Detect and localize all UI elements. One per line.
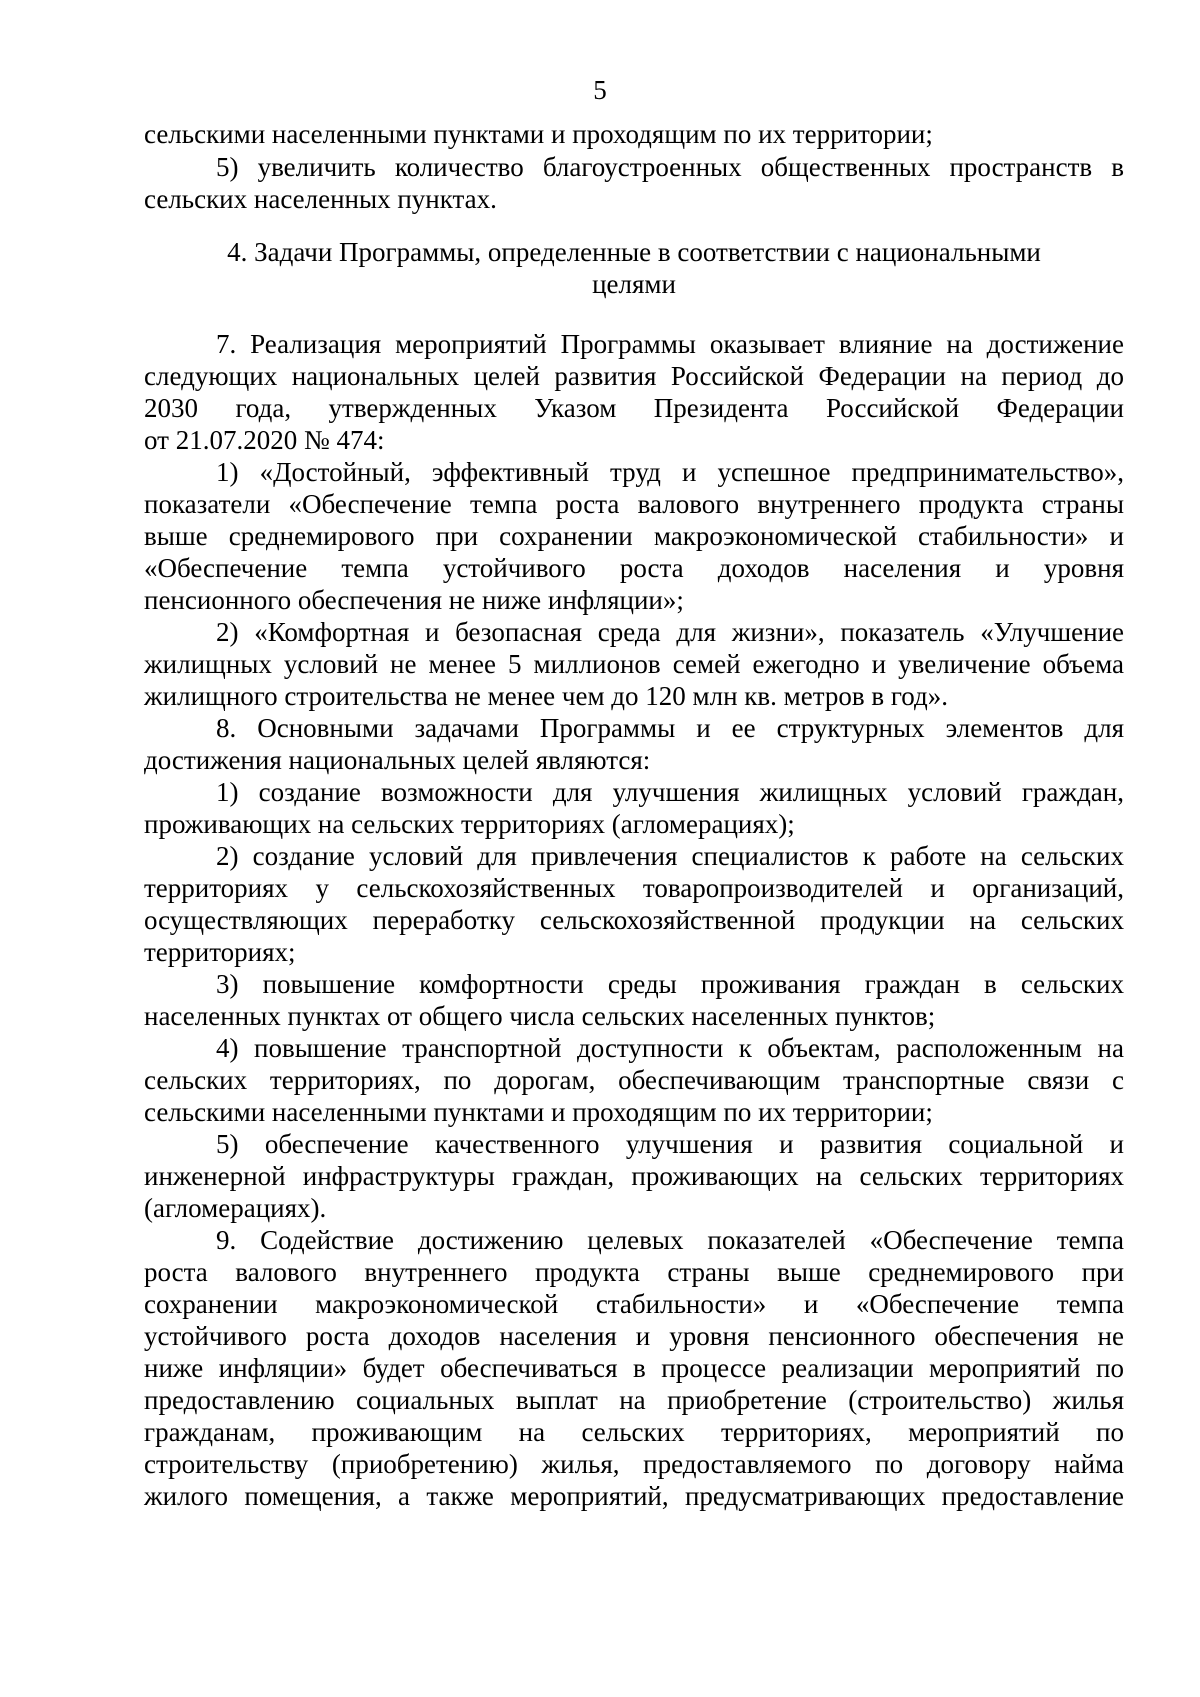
- text-line: сельских населенных пунктах.: [144, 184, 497, 214]
- text-line: 8. Основными задачами Программы и ее структурных элементов для: [216, 713, 1124, 743]
- text-line: показатели «Обеспечение темпа роста валового внутреннего продукта страны: [144, 489, 1124, 519]
- text-line: жилищных условий не менее 5 миллионов семей ежегодно и увеличение объема: [144, 649, 1124, 679]
- text-line: 2) «Комфортная и безопасная среда для жизни», показатель «Улучшение: [216, 617, 1124, 647]
- section-heading: 4. Задачи Программы, определенные в соответствии с национальными: [227, 237, 1041, 267]
- text-line: предоставлению социальных выплат на приобретение (строительство) жилья: [144, 1385, 1124, 1415]
- text-line: территориях у сельскохозяйственных товаропроизводителей и организаций,: [144, 873, 1124, 903]
- text-line: территориях;: [144, 937, 296, 967]
- page-number: 5: [593, 75, 607, 105]
- text-line: 7. Реализация мероприятий Программы оказывает влияние на достижение: [216, 329, 1124, 359]
- text-line: следующих национальных целей развития Российской Федерации на период до: [144, 361, 1124, 391]
- text-line: инженерной инфраструктуры граждан, проживающих на сельских территориях: [144, 1161, 1124, 1191]
- text-line: 3) повышение комфортности среды проживания граждан в сельских: [216, 969, 1124, 999]
- text-line: строительству (приобретению) жилья, предоставляемого по договору найма: [144, 1449, 1124, 1479]
- text-line: жилищного строительства не менее чем до 120 млн кв. метров в год».: [144, 681, 948, 711]
- text-line: от 21.07.2020 № 474:: [144, 425, 385, 455]
- text-line: 1) «Достойный, эффективный труд и успешное предпринимательство»,: [216, 457, 1124, 487]
- text-line: сельскими населенными пунктами и проходящим по их территории;: [144, 1097, 933, 1127]
- text-line: устойчивого роста доходов населения и уровня пенсионного обеспечения не: [144, 1321, 1124, 1351]
- text-line: 1) создание возможности для улучшения жилищных условий граждан,: [216, 777, 1124, 807]
- text-line: 4) повышение транспортной доступности к объектам, расположенным на: [216, 1033, 1124, 1063]
- text-line: роста валового внутреннего продукта страны выше среднемирового при: [144, 1257, 1124, 1287]
- text-line: (агломерациях).: [144, 1193, 327, 1223]
- text-line: выше среднемирового при сохранении макроэкономической стабильности» и: [144, 521, 1124, 551]
- text-line: проживающих на сельских территориях (агломерациях);: [144, 809, 795, 839]
- text-line: сельских территориях, по дорогам, обеспечивающим транспортные связи с: [144, 1065, 1124, 1095]
- text-line: достижения национальных целей являются:: [144, 745, 651, 775]
- text-line: жилого помещения, а также мероприятий, предусматривающих предоставление: [144, 1481, 1124, 1511]
- text-line: гражданам, проживающим на сельских территориях, мероприятий по: [144, 1417, 1124, 1447]
- text-line: 5) увеличить количество благоустроенных общественных пространств в: [216, 152, 1124, 182]
- text-line: «Обеспечение темпа устойчивого роста доходов населения и уровня: [144, 553, 1124, 583]
- text-line: осуществляющих переработку сельскохозяйственной продукции на сельских: [144, 905, 1124, 935]
- text-line: населенных пунктах от общего числа сельских населенных пунктов;: [144, 1001, 936, 1031]
- text-line: 2030 года, утвержденных Указом Президента Российской Федерации: [144, 393, 1124, 423]
- text-line: 9. Содействие достижению целевых показателей «Обеспечение темпа: [216, 1225, 1124, 1255]
- text-line: ниже инфляции» будет обеспечиваться в процессе реализации мероприятий по: [144, 1353, 1124, 1383]
- section-heading: целями: [592, 269, 676, 299]
- text-line: 2) создание условий для привлечения специалистов к работе на сельских: [216, 841, 1124, 871]
- text-line: сохранении макроэкономической стабильности» и «Обеспечение темпа: [144, 1289, 1124, 1319]
- text-line: сельскими населенными пунктами и проходящим по их территории;: [144, 119, 933, 149]
- text-line: 5) обеспечение качественного улучшения и развития социальной и: [216, 1129, 1124, 1159]
- text-line: пенсионного обеспечения не ниже инфляции»;: [144, 585, 684, 615]
